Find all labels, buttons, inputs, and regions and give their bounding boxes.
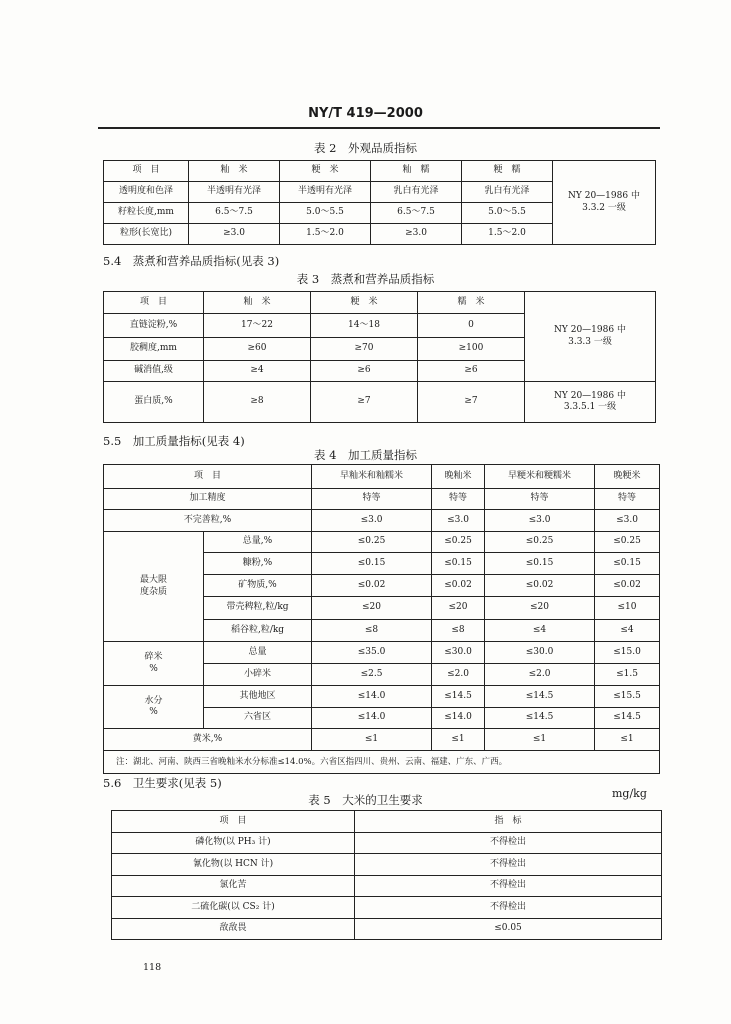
table5-cell: 不得检出 [355, 854, 662, 876]
table4-header: 晚粳米 [595, 465, 660, 489]
table5-cell: 不得检出 [355, 876, 662, 897]
table2-cell: 1.5～2.0 [462, 224, 553, 245]
table4-sub-label: 稻谷粒,粒/kg [204, 620, 312, 642]
table4-cell: 特等 [485, 489, 595, 510]
table4-cell: ≤0.15 [595, 553, 660, 575]
table2-header: 籼 米 [189, 161, 280, 182]
table5-cell: 磷化物(以 PH₃ 计) [112, 833, 355, 854]
table4-cell: ≤14.5 [432, 686, 485, 708]
table2-cell: 6.5～7.5 [371, 203, 462, 224]
table4-cell: 特等 [595, 489, 660, 510]
table4-cell: ≤3.0 [595, 510, 660, 532]
table4-cell: ≤8 [312, 620, 432, 642]
table4-group-moisture [104, 686, 204, 729]
table3-ref2-line: NY 20—1986 中 [554, 390, 626, 401]
table4-cell: ≤1 [595, 729, 660, 751]
table4-cell: ≤0.02 [595, 575, 660, 597]
table2-header: 籼 糯 [371, 161, 462, 182]
table4-cell: ≤4 [485, 620, 595, 642]
table2-cell: ≥3.0 [371, 224, 462, 245]
table4-group-impurity [104, 532, 204, 642]
table3-ref2-line: 3.3.5.1 一级 [563, 402, 617, 412]
table4-sub-label: 小碎米 [204, 664, 312, 686]
table4-cell: ≤0.02 [312, 575, 432, 597]
table5-cell: 氯化苦 [112, 876, 355, 897]
table3-ref2 [525, 382, 656, 423]
table4-header: 晚籼米 [432, 465, 485, 489]
table4-cell: ≤10 [595, 597, 660, 620]
table4-group-line: % [149, 707, 158, 717]
table4-cell: 特等 [312, 489, 432, 510]
table3-cell: 蛋白质,% [104, 382, 204, 423]
table2-caption: 表 2 外观品质指标 [314, 141, 417, 155]
section-5-6-heading: 5.6 卫生要求(见表 5) [103, 776, 222, 790]
table4-group-line: 度杂质 [139, 586, 167, 597]
document-code: NY/T 419—2000 [308, 106, 423, 121]
table4-cell: ≤0.25 [432, 532, 485, 553]
table3-cell: ≥6 [311, 361, 418, 382]
table2-cell: 粒形(长宽比) [104, 224, 189, 245]
table2-cell: 6.5～7.5 [189, 203, 280, 224]
table3-cell: ≥60 [204, 338, 311, 361]
table5 [111, 810, 662, 940]
section-5-5-heading: 5.5 加工质量指标(见表 4) [103, 434, 245, 448]
table4-sub-label: 矿物质,% [204, 575, 312, 597]
table4-header-item: 项 目 [104, 465, 312, 489]
table3-cell: 17～22 [204, 314, 311, 338]
table2 [103, 160, 656, 245]
table4-cell: ≤20 [432, 597, 485, 620]
table5-cell: ≤0.05 [355, 919, 662, 940]
table3 [103, 291, 656, 423]
header-rule [98, 127, 660, 129]
table3-cell: ≥6 [418, 361, 525, 382]
table4-group-line: 最大限 [139, 575, 167, 586]
table3-header: 项 目 [104, 292, 204, 314]
table4-group-broken [104, 642, 204, 686]
table4-cell: ≤30.0 [485, 642, 595, 664]
table4-header: 早籼米和籼糯米 [312, 465, 432, 489]
table2-ref-line: 3.3.2 一级 [582, 202, 626, 213]
table2-cell: 透明度和色泽 [104, 182, 189, 203]
table4-cell: ≤15.5 [595, 686, 660, 708]
table4-cell: ≤0.25 [312, 532, 432, 553]
table4-header: 早粳米和粳糯米 [485, 465, 595, 489]
table4-cell: ≤14.0 [432, 708, 485, 729]
table4-cell: ≤3.0 [485, 510, 595, 532]
table4-row-label: 黄米,% [104, 729, 312, 751]
table3-header: 籼 米 [204, 292, 311, 314]
table2-cell: 半透明有光泽 [280, 182, 371, 203]
table2-cell: 乳白有光泽 [462, 182, 553, 203]
page-number: 118 [143, 962, 162, 973]
table2-header: 粳 糯 [462, 161, 553, 182]
table4-group-line: % [149, 663, 158, 674]
table4-cell: 特等 [432, 489, 485, 510]
table2-ref-line: NY 20—1986 中 [568, 191, 640, 202]
table4-sub-label: 总量,% [204, 532, 312, 553]
table4-cell: ≤1 [312, 729, 432, 751]
table4-cell: ≤0.25 [595, 532, 660, 553]
table2-cell: 乳白有光泽 [371, 182, 462, 203]
table4-row-label: 加工精度 [104, 489, 312, 510]
table5-cell: 氰化物(以 HCN 计) [112, 854, 355, 876]
table4-cell: ≤0.25 [485, 532, 595, 553]
table4-cell: ≤1 [485, 729, 595, 751]
table3-cell: ≥7 [418, 382, 525, 423]
table4-cell: ≤0.15 [485, 553, 595, 575]
table3-ref1 [525, 292, 656, 382]
table4-cell: ≤20 [312, 597, 432, 620]
table4-cell: ≤8 [432, 620, 485, 642]
table2-cell: 1.5～2.0 [280, 224, 371, 245]
table3-cell: 胶稠度,mm [104, 338, 204, 361]
table5-cell: 不得检出 [355, 833, 662, 854]
table4-sub-label: 总量 [204, 642, 312, 664]
section-5-4-heading: 5.4 蒸煮和营养品质指标(见表 3) [103, 254, 280, 268]
table4-cell: ≤4 [595, 620, 660, 642]
table4-caption: 表 4 加工质量指标 [314, 448, 417, 462]
table4-cell: ≤14.5 [485, 708, 595, 729]
table3-cell: ≥4 [204, 361, 311, 382]
table4-cell: ≤30.0 [432, 642, 485, 664]
table5-header: 指 标 [355, 811, 662, 833]
table4-cell: ≤2.0 [432, 664, 485, 686]
table3-cell: 0 [418, 314, 525, 338]
table5-unit: mg/kg [612, 787, 647, 800]
table3-ref1-line: 3.3.3 一级 [568, 336, 612, 347]
table2-ref [553, 161, 656, 245]
table4-cell: ≤3.0 [432, 510, 485, 532]
table4-cell: ≤15.0 [595, 642, 660, 664]
table3-cell: ≥7 [311, 382, 418, 423]
table3-cell: 直链淀粉,% [104, 314, 204, 338]
table3-cell: ≥100 [418, 338, 525, 361]
table5-cell: 二硫化碳(以 CS₂ 计) [112, 897, 355, 919]
table2-cell: 5.0～5.5 [280, 203, 371, 224]
table4-group-line: 水分 [144, 695, 163, 706]
table2-header: 粳 米 [280, 161, 371, 182]
table4-sub-label: 六省区 [204, 708, 312, 729]
table4-cell: ≤1 [432, 729, 485, 751]
table4-cell: ≤14.5 [485, 686, 595, 708]
table4-cell: ≤35.0 [312, 642, 432, 664]
table3-ref1-line: NY 20—1986 中 [554, 325, 626, 336]
table3-caption: 表 3 蒸煮和营养品质指标 [296, 272, 435, 286]
table4-cell: ≤3.0 [312, 510, 432, 532]
table4-cell: ≤2.5 [312, 664, 432, 686]
table5-cell: 不得检出 [355, 897, 662, 919]
table4-cell: ≤14.5 [595, 708, 660, 729]
table4-note: 注：湖北、河南、陕西三省晚籼米水分标准≤14.0%。六省区指四川、贵州、云南、福建、广东、广西。 [104, 751, 660, 774]
table4-row-label: 不完善粒,% [104, 510, 312, 532]
table2-header: 项 目 [104, 161, 189, 182]
table4-cell: ≤14.0 [312, 686, 432, 708]
table2-cell: 5.0～5.5 [462, 203, 553, 224]
table3-cell: ≥70 [311, 338, 418, 361]
table5-header: 项 目 [112, 811, 355, 833]
table2-cell: 籽粒长度,mm [104, 203, 189, 224]
table3-header: 粳 米 [311, 292, 418, 314]
table2-cell: 半透明有光泽 [189, 182, 280, 203]
table4-cell: ≤2.0 [485, 664, 595, 686]
table4-sub-label: 带壳稗粒,粒/kg [204, 597, 312, 620]
table5-caption: 表 5 大米的卫生要求 [308, 793, 423, 807]
table3-cell: 碱消值,级 [104, 361, 204, 382]
table5-cell: 敌敌畏 [112, 919, 355, 940]
table4-sub-label: 其他地区 [204, 686, 312, 708]
table2-cell: ≥3.0 [189, 224, 280, 245]
table4 [103, 464, 660, 774]
table4-sub-label: 糠粉,% [204, 553, 312, 575]
table4-cell: ≤0.15 [432, 553, 485, 575]
table3-cell: 14～18 [311, 314, 418, 338]
table4-cell: ≤14.0 [312, 708, 432, 729]
table4-cell: ≤1.5 [595, 664, 660, 686]
table4-cell: ≤0.15 [312, 553, 432, 575]
table3-header: 糯 米 [418, 292, 525, 314]
table3-cell: ≥8 [204, 382, 311, 423]
table4-cell: ≤20 [485, 597, 595, 620]
table4-cell: ≤0.02 [432, 575, 485, 597]
table4-cell: ≤0.02 [485, 575, 595, 597]
table4-group-line: 碎米 [144, 652, 163, 663]
